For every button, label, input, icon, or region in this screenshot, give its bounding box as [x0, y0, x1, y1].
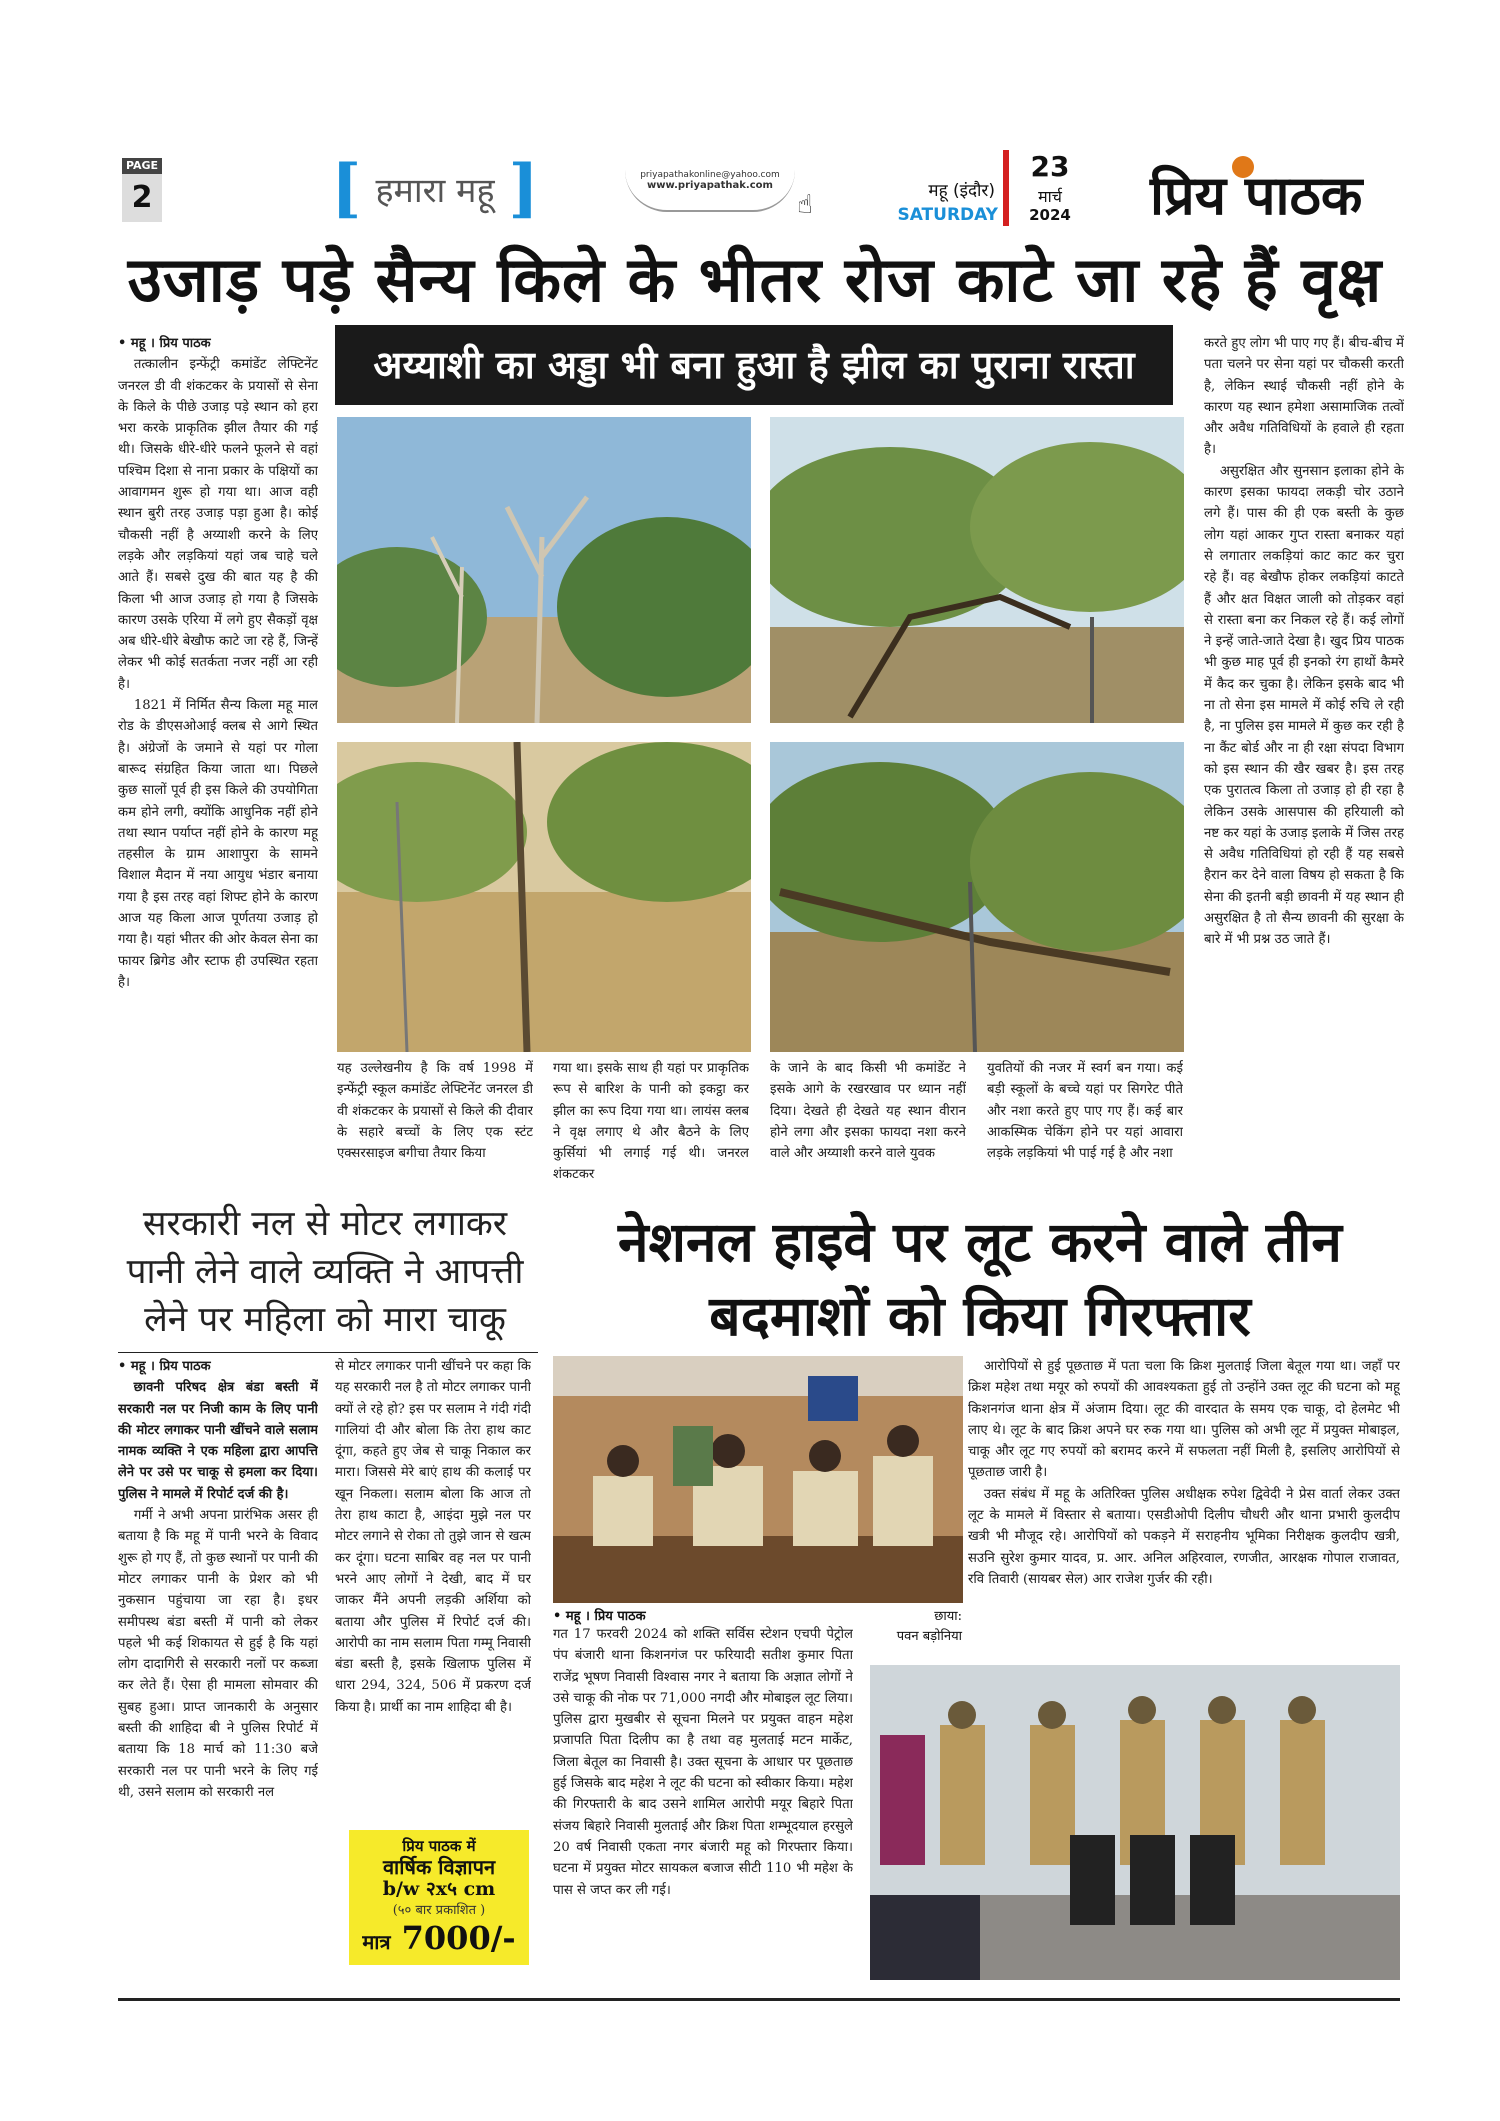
story2-headline: सरकारी नल से मोटर लगाकर पानी लेने वाले व्यक्ति ने आपत्ती लेने पर महिला को मारा चाकू	[126, 1204, 524, 1340]
date-year: 2024	[1029, 206, 1071, 224]
story1-bottom-col-4: युवतियों की नजर में स्वर्ग बन गया। कई बड़ी स्कूलों के बच्चे यहां पर सिगरेट पीते और नशा करते हुए पाए गए हैं। कई बार आकस्मिक चेकिंग होने पर यहां आवारा लड़के लड़कियां भी पाई गई है और नशा	[987, 1061, 1183, 1162]
edition-day: SATURDAY	[897, 205, 998, 225]
contact-box	[625, 170, 795, 212]
date-day: 23	[1030, 150, 1070, 183]
story1-col1-para2: 1821 में निर्मित सैन्य किला महू माल रोड के डीएसओआई क्लब से आगे स्थित है। अंग्रेजों के जमाने से यहां पर गोला बारूद संग्रहित किया जाता था। पिछले कुछ सालों पूर्व ही इस किले की उपयोगिता कम होने लगी, क्योंकि आधुनिक नहीं होने तथा स्थान पर्याप्त नहीं होने के कारण महू तहसील के ग्राम आशापुरा के सामने विशाल मैदान में नया आयुध भंडार बनाया गया है इस तरह वहां शिफ्ट होने के कारण आज यह किला आज पूर्णतया उजाड़ हो गया है। यहां भीतर की ओर केवल सेना का फायर ब्रिगेड और स्टाफ ही उपस्थित रहता है।	[118, 698, 318, 990]
story3-byline: • महू । प्रिय पाठक	[553, 1609, 646, 1624]
forest-photo-3	[337, 742, 751, 1052]
page-label: PAGE	[122, 158, 162, 174]
story2-lead: छावनी परिषद क्षेत्र बंडा बस्ती में सरकारी नल पर निजी काम के लिए पानी की मोटर लगाकर पानी खींचने वाले सलाम नामक व्यक्ति ने एक महिला द्वारा आपत्ति लेने पर उसे पर चाकू से हमला कर दिया।पुलिस ने मामले में रिपोर्ट दर्ज की है।	[118, 1380, 318, 1502]
forest-photo-1	[337, 417, 751, 723]
story1-byline: • महू । प्रिय पाठक	[118, 336, 211, 351]
story1-bottom-col-1: यह उल्लेखनीय है कि वर्ष 1998 में इन्फेंट्री स्कूल कमांडेंट लेफ्टिनेंट जनरल डी वी शंकटकर के प्रयासों से किले की दीवार के सहारे बच्चों के लिए एक स्टंट एक्सरसाइज बगीचा तैयार किया	[337, 1061, 533, 1162]
main-headline: उजाड़ पड़े सैन्य किले के भीतर रोज काटे जा रहे हैं वृक्ष	[127, 243, 1383, 316]
bracket-close: ]	[508, 151, 539, 226]
story1-bottom-col-3: के जाने के बाद किसी भी कमांडेंट ने इसके आगे के रखरखाव पर ध्यान नहीं दिया। देखते ही देखते यह स्थान वीरान होने लगा और इसका फायदा नशा करने वाले और अय्याशी करने वाले युवक	[770, 1061, 966, 1162]
date-divider	[1003, 150, 1009, 226]
story3-column-2	[968, 1356, 1400, 1656]
story3-col2-para1: आरोपियों से हुई पूछताछ में पता चला कि क्रिश मुलताई जिला बेतूल गया था। जहाँ पर क्रिश महेश तथा मयूर को रुपयों की आवश्यकता हुई तो उन्होंने उक्त लूट की घटना को महू किशनगंज थाना क्षेत्र में अंजाम दिया। लूट की वारदात के समय एक चाकू, दो हेलमेट भी लाए थे। लूट के बाद क्रिश अपने घर रुक गया था। पुलिस को अभी लूट में प्रयुक्त मोबाइल, चाकू और लूट गए रुपयों को बरामद करने में सफलता नहीं मिली है, इसलिए आरोपियों से पूछताछ जारी है।	[968, 1359, 1400, 1481]
ad-price-line	[349, 1918, 529, 1962]
story2-divider	[118, 1352, 538, 1353]
photo-credit-label: छाया:	[934, 1609, 962, 1624]
story1-right-column	[1204, 333, 1404, 1195]
contact-email: priyapathakonline@yahoo.com	[640, 170, 780, 180]
story2-column-1	[118, 1356, 318, 1986]
story1-column-1	[118, 333, 318, 1191]
contact-website: www.priyapathak.com	[647, 180, 773, 191]
ad-price-prefix: मात्र	[362, 1930, 391, 1954]
page-bottom-rule	[118, 1998, 1400, 2001]
main-subheadline: अय्याशी का अड्डा भी बना हुआ है झील का पुराना रास्ता	[335, 325, 1173, 405]
ad-line-4: (५० बार प्रकाशित )	[392, 1903, 486, 1918]
story1-col1-para1: तत्कालीन इन्फेंट्री कमांडेंट लेफ्टिनेंट जनरल डी वी शंकटकर के प्रयासों से सेना के किले के पीछे उजाड़ पड़े स्थान को हरा भरा करके प्राकृतिक झील तैयार की गई थी। जिसके धीरे-धीरे फलने फूलने से वहां पश्चिम दिशा से नाना प्रकार के पक्षियों का आवागमन शुरू हो गया था। आज वही स्थान बुरी तरह उजाड़ पड़ा हुआ है। कोई चौकसी नहीं है अय्याशी करने के लिए लड़के और लड़कियां यहां जब चाहे चले आते हैं। सबसे दुख की बात यह है की किला भी आज उजाड़ हो गया है जिसके कारण उसके एरिया में लगे हुए सैकड़ों वृक्ष अब धीरे-धीरे बेखौफ काटे जा रहे हैं, जिन्हें लेकर भी कोई सतर्कता नजर नहीं आ रही है।	[118, 357, 318, 692]
bracket-open: [	[331, 151, 362, 226]
pointing-hand-icon: ☝	[797, 190, 813, 220]
photo-credit-name: पवन बड़ोनिया	[896, 1629, 962, 1644]
ad-price: 7000/-	[401, 1919, 516, 1957]
date-month: मार्च	[1038, 187, 1062, 206]
story3-column-1: गत 17 फरवरी 2024 को शक्ति सर्विस स्टेशन एचपी पेट्रोल पंप बंजारी थाना किशनगंज पर फरियादी सतीश कुमार पिता राजेंद्र भूषण निवासी विश्वास नगर ने बताया कि अज्ञात लोगों ने उसे चाकू की नोक पर 71,000 नगदी और मोबाइल लूट लिया। पुलिस द्वारा मुखबीर से सूचना मिलने पर प्रयुक्त वाहन महेश प्रजापति पिता दिलीप का है तथा वह मुलताई मटन मार्केट, जिला बेतूल का निवासी है। उक्त सूचना के आधार पर पूछताछ हुई जिसके बाद महेश ने लूट की घटना को स्वीकार किया। महेश की गिरफ्तारी के बाद उसने शामिल आरोपी मयूर बिहारे पिता संजय बिहारे निवासी मुलताई और क्रिश पिता शम्भूदयाल हरसुले 20 वर्ष निवासी एकता नगर बंजारी महू को गिरफ्तार किया। घटना में प्रयुक्त मोटर सायकल बजाज सीटी 110 भी महेश के पास से जप्त कर ली गई।	[553, 1627, 853, 1898]
section-title: हमारा महू	[375, 171, 495, 211]
story3-col2-para2: उक्त संबंध में महू के अतिरिक्त पुलिस अधीक्षक रुपेश द्विवेदी ने प्रेस वार्ता लेकर उक्त लूट के मामले में विस्तार से बताया। एसडीओपी दिलीप चौधरी और थाना प्रभारी कुलदीप खत्री भी मौजूद रहे। आरोपियों को पकड़ने में सराहनीय भूमिका निरीक्षक कुलदीप खत्री, सउनि सुरेश कुमार यादव, प्र. आर. अनिल अहिरवाल, रणजीत, आरक्षक गोपाल राजावत, रवि तिवारी (सायबर सेल) आर राजेश गुर्जर की रही।	[968, 1486, 1400, 1587]
story2-byline: • महू । प्रिय पाठक	[118, 1359, 211, 1374]
page-number-box	[122, 158, 162, 222]
story1-bottom-col-2: गया था। इसके साथ ही यहां पर प्राकृतिक रूप से बारिश के पानी को इकट्ठा कर झील का रूप दिया गया था। लायंस क्लब ने वृक्ष लगाए थे और बैठने के लिए कुर्सियां भी लगाई गई थी। जनरल शंकटकर	[553, 1061, 749, 1183]
arrested-accused-photo	[870, 1665, 1400, 1980]
story2-column-2: से मोटर लगाकर पानी खींचने पर कहा कि यह सरकारी नल है तो मोटर लगाकर पानी क्यों ले रहे हो? इस पर सलाम ने गंदी गंदी गालियां दी और बोला कि तेरा हाथ काट दूंगा, कहते हुए जेब से चाकू निकाल कर मारा। जिससे मेरे बाएं हाथ की कलाई पर खून निकला। सलाम बोला कि आज तो तेरा हाथ काटा है, आइंदा मुझे नल पर मोटर लगाने से रोका तो तुझे जान से खत्म कर दूंगा। घटना साबिर वह नल पर पानी भरने आए लोगों ने देखी, बाद में घर जाकर मैंने अपनी लड़की अर्शिया को बताया और पुलिस में रिपोर्ट दर्ज की। आरोपी का नाम सलाम पिता गम्मू निवासी बंडा बस्ती है, इसके खिलाफ पुलिस में धारा 294, 324, 506 में प्रकरण दर्ज किया है। प्रार्थी का नाम शाहिदा बी है।	[335, 1359, 531, 1715]
story1-right-para1: करते हुए लोग भी पाए गए हैं। बीच-बीच में पता चलने पर सेना यहां पर चौकसी करती है, लेकिन स्थाई चौकसी नहीं होने के कारण यह स्थान हमेशा असामाजिक तत्वों और अवैध गतिविधियों के हवाले ही रहता है।	[1204, 336, 1404, 458]
page-number: 2	[122, 174, 162, 222]
ad-line-3: b/w २x५ cm	[382, 1878, 496, 1900]
edition-location: महू (इंदौर)	[928, 181, 995, 201]
forest-photo-4	[770, 742, 1184, 1052]
story3-headline: नेशनल हाइवे पर लूट करने वाले तीन बदमाशों को किया गिरफ्तार	[618, 1209, 1342, 1348]
newspaper-logo: प्रिय पाठक	[1150, 163, 1363, 227]
ad-box	[349, 1830, 529, 1965]
press-conference-photo	[553, 1356, 963, 1603]
forest-photo-2	[770, 417, 1184, 723]
ad-line-2: वार्षिक विज्ञापन	[382, 1855, 496, 1879]
section-tag	[310, 151, 560, 226]
story2-col1-para2: गर्मी ने अभी अपना प्रारंभिक असर ही बताया है कि महू में पानी भरने के विवाद शुरू हो गए हैं, तो कुछ स्थानों पर पानी की मोटर लगाकर पानी के प्रेशर को भी नुकसान पहुंचाया जा रहा है। इधर समीपस्थ बंडा बस्ती में पानी को लेकर पहले भी कई शिकायत से हुई है कि यहां लोग दादागिरी से सरकारी नलों पर कब्जा कर लेते हैं। ऐसा ही मामला सोमवार की सुबह हुआ। प्राप्त जानकारी के अनुसार बस्ती की शाहिदा बी ने पुलिस रिपोर्ट में बताया कि 18 मार्च को 11:30 बजे सरकारी नल पर पानी भरने के लिए गई थी, उसने सलाम को सरकारी नल	[118, 1508, 318, 1800]
story1-right-para2: असुरक्षित और सुनसान इलाका होने के कारण इसका फायदा लकड़ी चोर उठाने लगे हैं। पास की ही एक बस्ती के कुछ लोग यहां आकर गुप्त रास्ता बनाकर यहां से लगातार लकड़ियां काट काट कर चुरा रहे हैं। वह बेखौफ होकर लकड़ियां काटते हैं और क्षत विक्षत जाली को तोड़कर वहां से रास्ता बना कर निकल रहे हैं। कई लोगों ने इन्हें जाते-जाते देखा है। खुद प्रिय पाठक भी कुछ माह पूर्व ही इनको रंग हाथों कैमरे में कैद कर चुका है। लेकिन इसके बाद भी ना तो सेना इस मामले में कोई रुचि ले रही है, ना पुलिस इस मामले में कुछ कर रही है ना कैंट बोर्ड और ना ही रक्षा संपदा विभाग को इस स्थान की खैर खबर है। इस तरह एक पुरातत्व किला तो उजाड़ हो ही रहा है लेकिन उसके आसपास की हरियाली को नष्ट कर यहां के उजाड़ इलाके में जिस तरह से अवैध गतिविधियां हो रही हैं यह सबसे हैरान कर देने वाला विषय हो सकता है कि सेना की इतनी बड़ी छावनी में यह स्थान ही असुरक्षित है तो सैन्य छावनी की सुरक्षा के बारे में भी प्रश्न उठ जाते हैं।	[1204, 463, 1404, 948]
ad-line-1: प्रिय पाठक में	[402, 1837, 476, 1855]
